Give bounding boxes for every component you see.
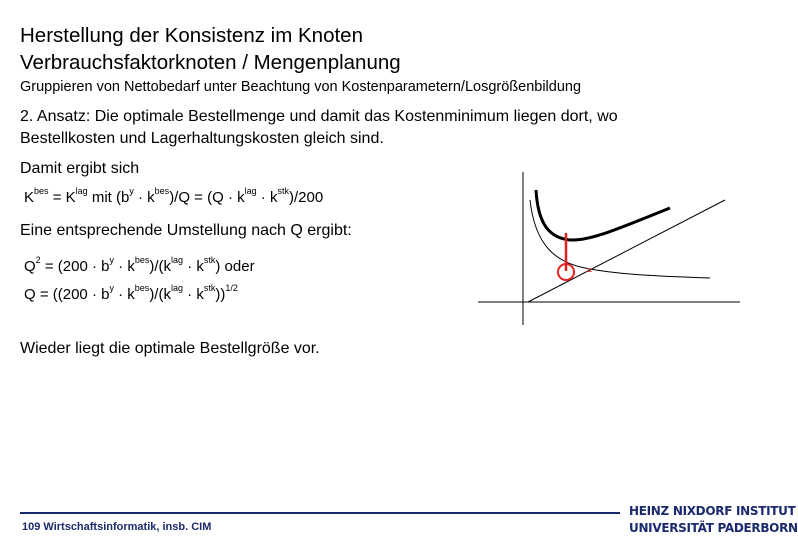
equal-sign-label: = bbox=[586, 265, 593, 277]
umstellung-text: Eine entsprechende Umstellung nach Q ergibt: bbox=[20, 222, 352, 239]
damit-text: Damit ergibt sich bbox=[20, 160, 140, 177]
storage-cost-line bbox=[528, 200, 725, 302]
title-line-1: Herstellung der Konsistenz im Knoten bbox=[20, 24, 363, 47]
total-cost-curve bbox=[536, 190, 670, 240]
paragraph-line-1: 2. Ansatz: Die optimale Bestellmenge und damit das Kostenminimum liegen dort, wo bbox=[20, 108, 618, 125]
institute-logo-line-1: HEINZ NIXDORF INSTITUT bbox=[629, 504, 796, 518]
footer-text: 109 Wirtschaftsinformatik, insb. CIM bbox=[22, 521, 212, 533]
paragraph-line-2: Bestellkosten und Lagerhaltungskosten gleich sind. bbox=[20, 130, 384, 147]
footer-rule bbox=[20, 512, 620, 514]
formula-q-root: $Q = ((200 \cdot b^y \cdot k^{bes})/(k^{lag} \cdot k^{stk}))^{1/2}$ bbox=[24, 283, 238, 303]
institute-logo-line-2: UNIVERSITÄT PADERBORN bbox=[629, 521, 798, 535]
cost-curve-diagram bbox=[470, 170, 740, 330]
formula-cost-equality: $K^{bes} = K^{lag}$ mit $(b^y \cdot k^{bes})/Q = (Q \cdot k^{lag} \cdot k^{stk})/200$ bbox=[24, 186, 324, 206]
conclusion-text: Wieder liegt die optimale Bestellgröße vor. bbox=[20, 340, 320, 357]
title-line-2: Verbrauchsfaktorknoten / Mengenplanung bbox=[20, 51, 401, 74]
slide-title bbox=[20, 22, 401, 76]
formula-q-squared: $Q^2 = (200 \cdot b^y \cdot k^{bes})/(k^{lag} \cdot k^{stk})$ oder bbox=[24, 255, 255, 275]
order-cost-curve bbox=[530, 200, 710, 278]
slide-subtitle: Gruppieren von Nettobedarf unter Beachtung von Kostenparametern/Losgrößenbildung bbox=[20, 79, 582, 95]
approach-paragraph bbox=[20, 106, 618, 150]
